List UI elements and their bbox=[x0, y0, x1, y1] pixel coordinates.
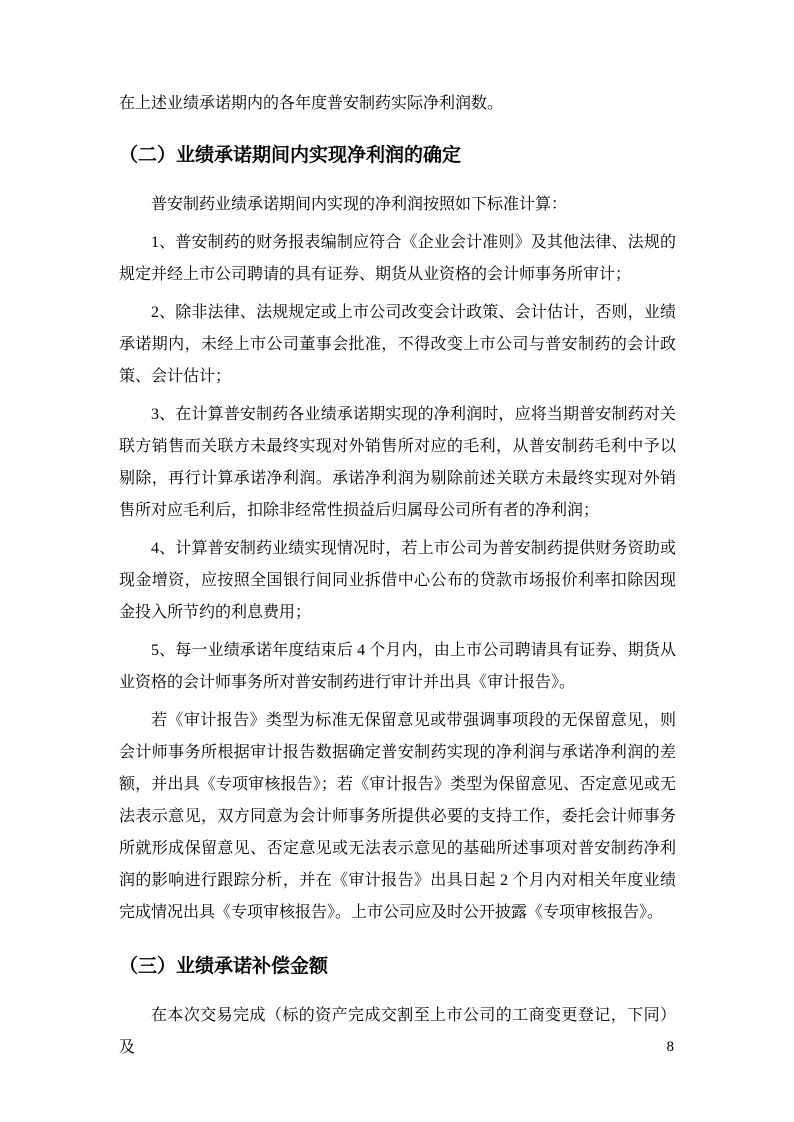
section-heading-2: （二）业绩承诺期间内实现净利润的确定 bbox=[119, 145, 462, 166]
section2-intro-paragraph: 普安制药业绩承诺期间内实现的净利润按照如下标准计算： bbox=[151, 196, 568, 213]
section3-paragraph: 在本次交易完成（标的资产完成交割至上市公司的工商变更登记，下同）及 bbox=[119, 1007, 676, 1056]
continuation-paragraph: 在上述业绩承诺期内的各年度普安制药实际净利润数。 bbox=[119, 95, 504, 112]
section2-item-3: 3、在计算普安制药各业绩承诺期实现的净利润时，应将当期普安制药对关联方销售而关联方未最终实现对外销售所对应的毛利，从普安制药毛利中予以剔除，再行计算承诺净利润。承诺净利润为剔除前述关联方未最终实现对外销售所对应毛利后，扣除非经常性损益后归属母公司所有者的净利润； bbox=[119, 406, 676, 519]
page-number: 8 bbox=[666, 1039, 674, 1055]
section2-item-1: 1、普安制药的财务报表编制应符合《企业会计准则》及其他法律、法规的规定并经上市公司聘请的具有证券、期货从业资格的会计师事务所审计； bbox=[119, 234, 676, 283]
section2-audit-paragraph: 若《审计报告》类型为标准无保留意见或带强调事项段的无保留意见，则会计师事务所根据审计报告数据确定普安制药实现的净利润与承诺净利润的差额，并出具《专项审核报告》；若《审计报告》类型为保留意见、否定意见或无法表示意见，双方同意为会计师事务所提供必要的支持工作，委托会计师事务所就形成保留意见、否定意见或无法表示意见的基础所述事项对普安制药净利润的影响进行跟踪分析，并在《审计报告》出具日起 2 个月内对相关年度业绩完成情况出具《专项审核报告》。上市公司应及时公开披露《专项审核报告》。 bbox=[119, 712, 676, 921]
section2-item-2: 2、除非法律、法规规定或上市公司改变会计政策、会计估计，否则，业绩承诺期内，未经上市公司董事会批准，不得改变上市公司与普安制药的会计政策、会计估计； bbox=[119, 304, 676, 385]
section2-item-5: 5、每一业绩承诺年度结束后 4 个月内，由上市公司聘请具有证券、期货从业资格的会计师事务所对普安制药进行审计并出具《审计报告》。 bbox=[119, 642, 676, 691]
section-heading-3: （三）业绩承诺补偿金额 bbox=[119, 956, 329, 977]
section2-item-4: 4、计算普安制药业绩实现情况时，若上市公司为普安制药提供财务资助或现金增资，应按照全国银行间同业拆借中心公布的贷款市场报价利率扣除因现金投入所节约的利息费用； bbox=[119, 540, 676, 621]
